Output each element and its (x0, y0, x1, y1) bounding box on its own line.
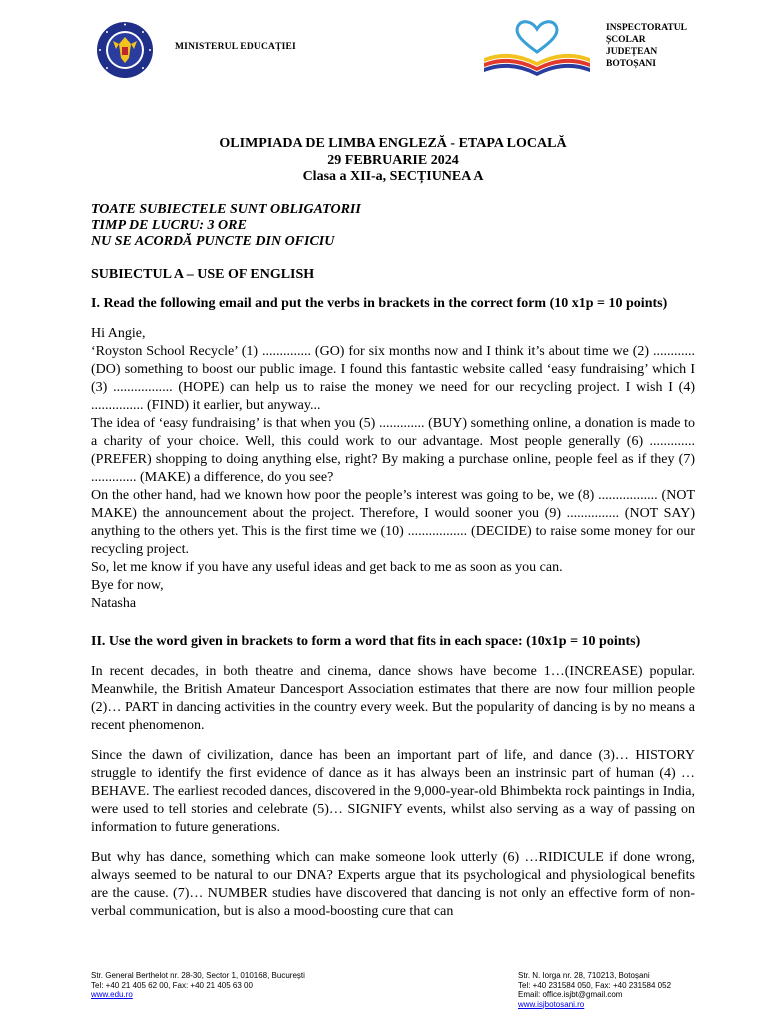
rule-line: NU SE ACORDĂ PUNCTE DIN OFICIU (91, 233, 335, 249)
rule-line: TIMP DE LUCRU: 3 ORE (91, 217, 247, 233)
email-line: Hi Angie, (91, 325, 146, 341)
rule-line: TOATE SUBIECTELE SUNT OBLIGATORII (91, 201, 361, 217)
address-line: Str. General Berthelot nr. 28-30, Sector 1, 010168, București (91, 971, 305, 980)
text-paragraph: Since the dawn of civilization, dance has been an important part of life, and dance (3)… HISTORY struggle to identify the first evidence of dance as it has always been an instrinsic part of human (4) … BEHAVE. The earliest recoded dances, discovered in the 9,000-year-old Bhimbekta rock paintings in India, were used to tell stories and celebrate (5)… SIGNIFY events, whilst also serving as a way of passing on information to future generations. (91, 747, 695, 835)
task-one-heading: I. Read the following email and put the verbs in brackets in the correct form (10 x1p = 10 points) (91, 295, 668, 311)
email-line: Bye for now, (91, 577, 164, 593)
inspectorate-line: BOTOȘANI (606, 59, 656, 69)
page-header (0, 0, 768, 90)
email-line: So, let me know if you have any useful ideas and get back to me as soon as you can. (91, 559, 563, 575)
email-line: The idea of ‘easy fundraising’ is that when you (5) ............. (BUY) something online, a donation is made to a charity of your choice. Well, this could work to our advantage. Most people generally (6) ............. (PREFER) shopping to doing anything else, right? By making a purchase online, people feel as if they (7) ............. (MAKE) a difference, do you see? (91, 415, 695, 485)
inspectorate-name (606, 22, 687, 70)
text-paragraph: In recent decades, in both theatre and cinema, dance shows have become 1…(INCREASE) popular. Meanwhile, the British Amateur Dancesport Association estimates that there are now four million people (2)… PART in dancing activities in the country every week. But the popularity of dancing is by no means a recent phenomenon. (91, 663, 695, 733)
email-line: On the other hand, had we known how poor the people’s interest was going to be, we (8) ................. (NOT MAKE) the announcement about the project. Therefore, I would sooner you (9) ............... (NOT SAY) anything to the others yet. This is the first time we (10) ................. (DECIDE) to raise some money for our recycling project. (91, 487, 695, 557)
ministry-name: MINISTERUL EDUCAȚIEI (175, 42, 296, 52)
address-line: Str. N. Iorga nr. 28, 710213, Botoșani (518, 971, 650, 980)
exam-class: Clasa a XII-a, SECȚIUNEA A (302, 169, 484, 184)
inspectorate-line: ȘCOLAR (606, 35, 646, 45)
inspectorate-contact (518, 971, 671, 1009)
ministry-contact (91, 971, 305, 1000)
ministry-website-link[interactable]: www.edu.ro (91, 990, 133, 999)
document-body (91, 136, 695, 933)
task-two-heading: II. Use the word given in brackets to form a word that fits in each space: (10x1p = 10 points) (91, 633, 641, 649)
exam-title-block (91, 136, 695, 186)
text-paragraph: But why has dance, something which can make someone look utterly (6) …RIDICULE if done wrong, always seemed to be natural to our DNA? Experts argue that its psychological and physiological benefits are the cause. (7)… NUMBER studies have discovered that dancing is not only an effective form of non-verbal communication, but is also a mood-boosting cure that can (91, 849, 695, 919)
phone-line: Tel: +40 231584 050, Fax: +40 231584 052 (518, 980, 672, 990)
inspectorate-website-link[interactable]: www.isjbotosani.ro (518, 999, 585, 1009)
email-line: Email: office.isjbt@gmail.com (518, 990, 623, 999)
exam-title: OLIMPIADA DE LIMBA ENGLEZĂ - ETAPA LOCALĂ (219, 136, 567, 151)
inspectorate-line: INSPECTORATUL (606, 23, 687, 33)
email-line: ‘Royston School Recycle’ (1) .............. (GO) for six months now and I think it’s about time we (2) ............ (DO) something to boost our public image. I found this fantastic website called ‘easy fundraising’ which I (3) ................. (HOPE) can help us to raise the money we need for our recycling project. I wish I (4) ............... (FIND) it earlier, but anyway... (91, 343, 695, 413)
phone-line: Tel: +40 21 405 62 00, Fax: +40 21 405 63 00 (91, 980, 253, 990)
exam-date: 29 FEBRUARIE 2024 (327, 152, 459, 168)
government-seal-icon (93, 20, 157, 80)
exam-rules (91, 202, 695, 250)
email-line: Natasha (91, 595, 137, 611)
inspectorate-line: JUDEȚEAN (606, 47, 658, 57)
subject-heading: SUBIECTUL A – USE OF ENGLISH (91, 266, 315, 282)
email-text (91, 325, 695, 613)
heart-book-icon (478, 18, 596, 80)
